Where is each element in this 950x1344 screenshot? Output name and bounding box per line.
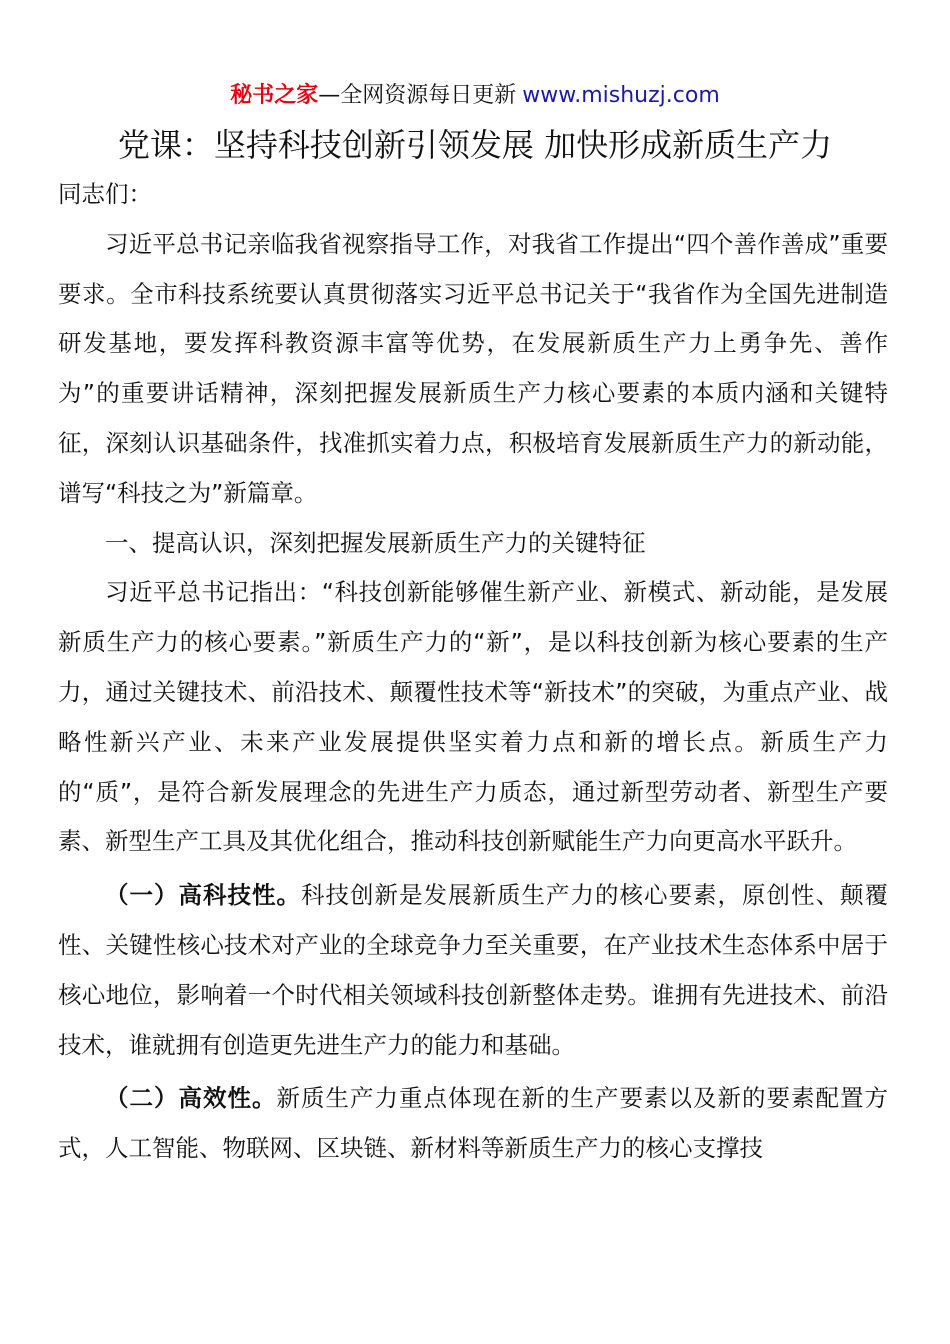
document-title: 党课：坚持科技创新引领发展 加快形成新质生产力 bbox=[117, 126, 833, 164]
item-body-2: 新质生产力重点体现在新的生产要素以及新的要素配置方式，人工智能、物联网、区块链、新材料等新质生产力的核心支撑技 bbox=[58, 1084, 888, 1163]
salutation: 同志们： bbox=[58, 180, 152, 208]
intro-paragraph: 习近平总书记亲临我省视察指导工作，对我省工作提出“四个善作善成”重要要求。全市科技系统要认真贯彻落实习近平总书记关于“我省作为全国先进制造研发基地，要发挥科教资源丰富等优势，在发展新质生产力上勇争先、善作为”的重要讲话精神，深刻把握发展新质生产力核心要素的本质内涵和关键特征，深刻认识基础条件，找准抓实着力点，积极培育发展新质生产力的新动能，谱写“科技之为”新篇章。 bbox=[58, 229, 888, 507]
section-paragraph: 习近平总书记指出：“科技创新能够催生新产业、新模式、新动能，是发展新质生产力的核心要素。”新质生产力的“新”，是以科技创新为核心要素的生产力，通过关键技术、前沿技术、颠覆性技术等“新技术”的突破，为重点产业、战略性新兴产业、未来产业发展提供坚实着力点和新的增长点。新质生产力的“质”，是符合新发展理念的先进生产力质态，通过新型劳动者、新型生产要素、新型生产工具及其优化组合，推动科技创新赋能生产力向更高水平跃升。 bbox=[58, 578, 888, 856]
document-body bbox=[58, 170, 888, 1174]
item-paragraph-1 bbox=[58, 871, 888, 1070]
item-paragraph-2 bbox=[58, 1074, 888, 1174]
item-heading-2: （二）高效性。 bbox=[105, 1084, 277, 1113]
section-heading: 一、提高认识，深刻把握发展新质生产力的关键特征 bbox=[105, 528, 646, 557]
site-banner bbox=[0, 80, 950, 112]
site-url-link[interactable]: www.mishuzj.com bbox=[522, 83, 720, 108]
item-body-1: 科技创新是发展新质生产力的核心要素，原创性、颠覆性、关键性核心技术对产业的全球竞争力至关重要，在产业技术生态体系中居于核心地位，影响着一个时代相关领域科技创新整体走势。谁拥有先进技术、前沿技术，谁就拥有创造更先进生产力的能力和基础。 bbox=[58, 881, 888, 1059]
brand-name: 秘书之家 bbox=[230, 83, 319, 108]
item-heading-1: （一）高科技性。 bbox=[105, 881, 301, 910]
brand-slogan: —全网资源每日更新 bbox=[318, 83, 517, 108]
